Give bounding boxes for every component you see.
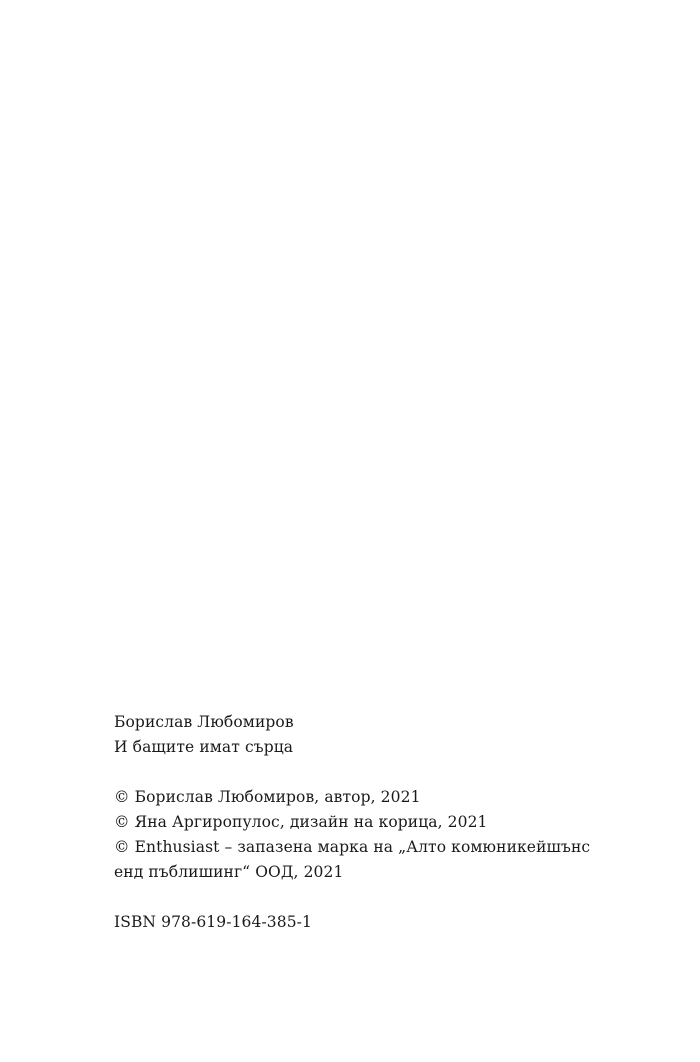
spacer bbox=[114, 760, 614, 785]
copyright-cover-design: © Яна Аргиропулос, дизайн на корица, 2021 bbox=[114, 813, 488, 831]
isbn: ISBN 978-619-164-385-1 bbox=[114, 913, 312, 931]
copyright-publisher-line-1: © Enthusiast – запазена марка на „Алто комюникейшънс bbox=[114, 838, 591, 856]
copyright-author: © Борислав Любомиров, автор, 2021 bbox=[114, 788, 421, 806]
book-title: И бащите имат сърца bbox=[114, 738, 294, 756]
copyright-publisher-line-2: енд пъблишинг“ ООД, 2021 bbox=[114, 863, 344, 881]
spacer bbox=[114, 885, 614, 910]
colophon-block bbox=[114, 710, 614, 935]
book-author: Борислав Любомиров bbox=[114, 713, 294, 731]
